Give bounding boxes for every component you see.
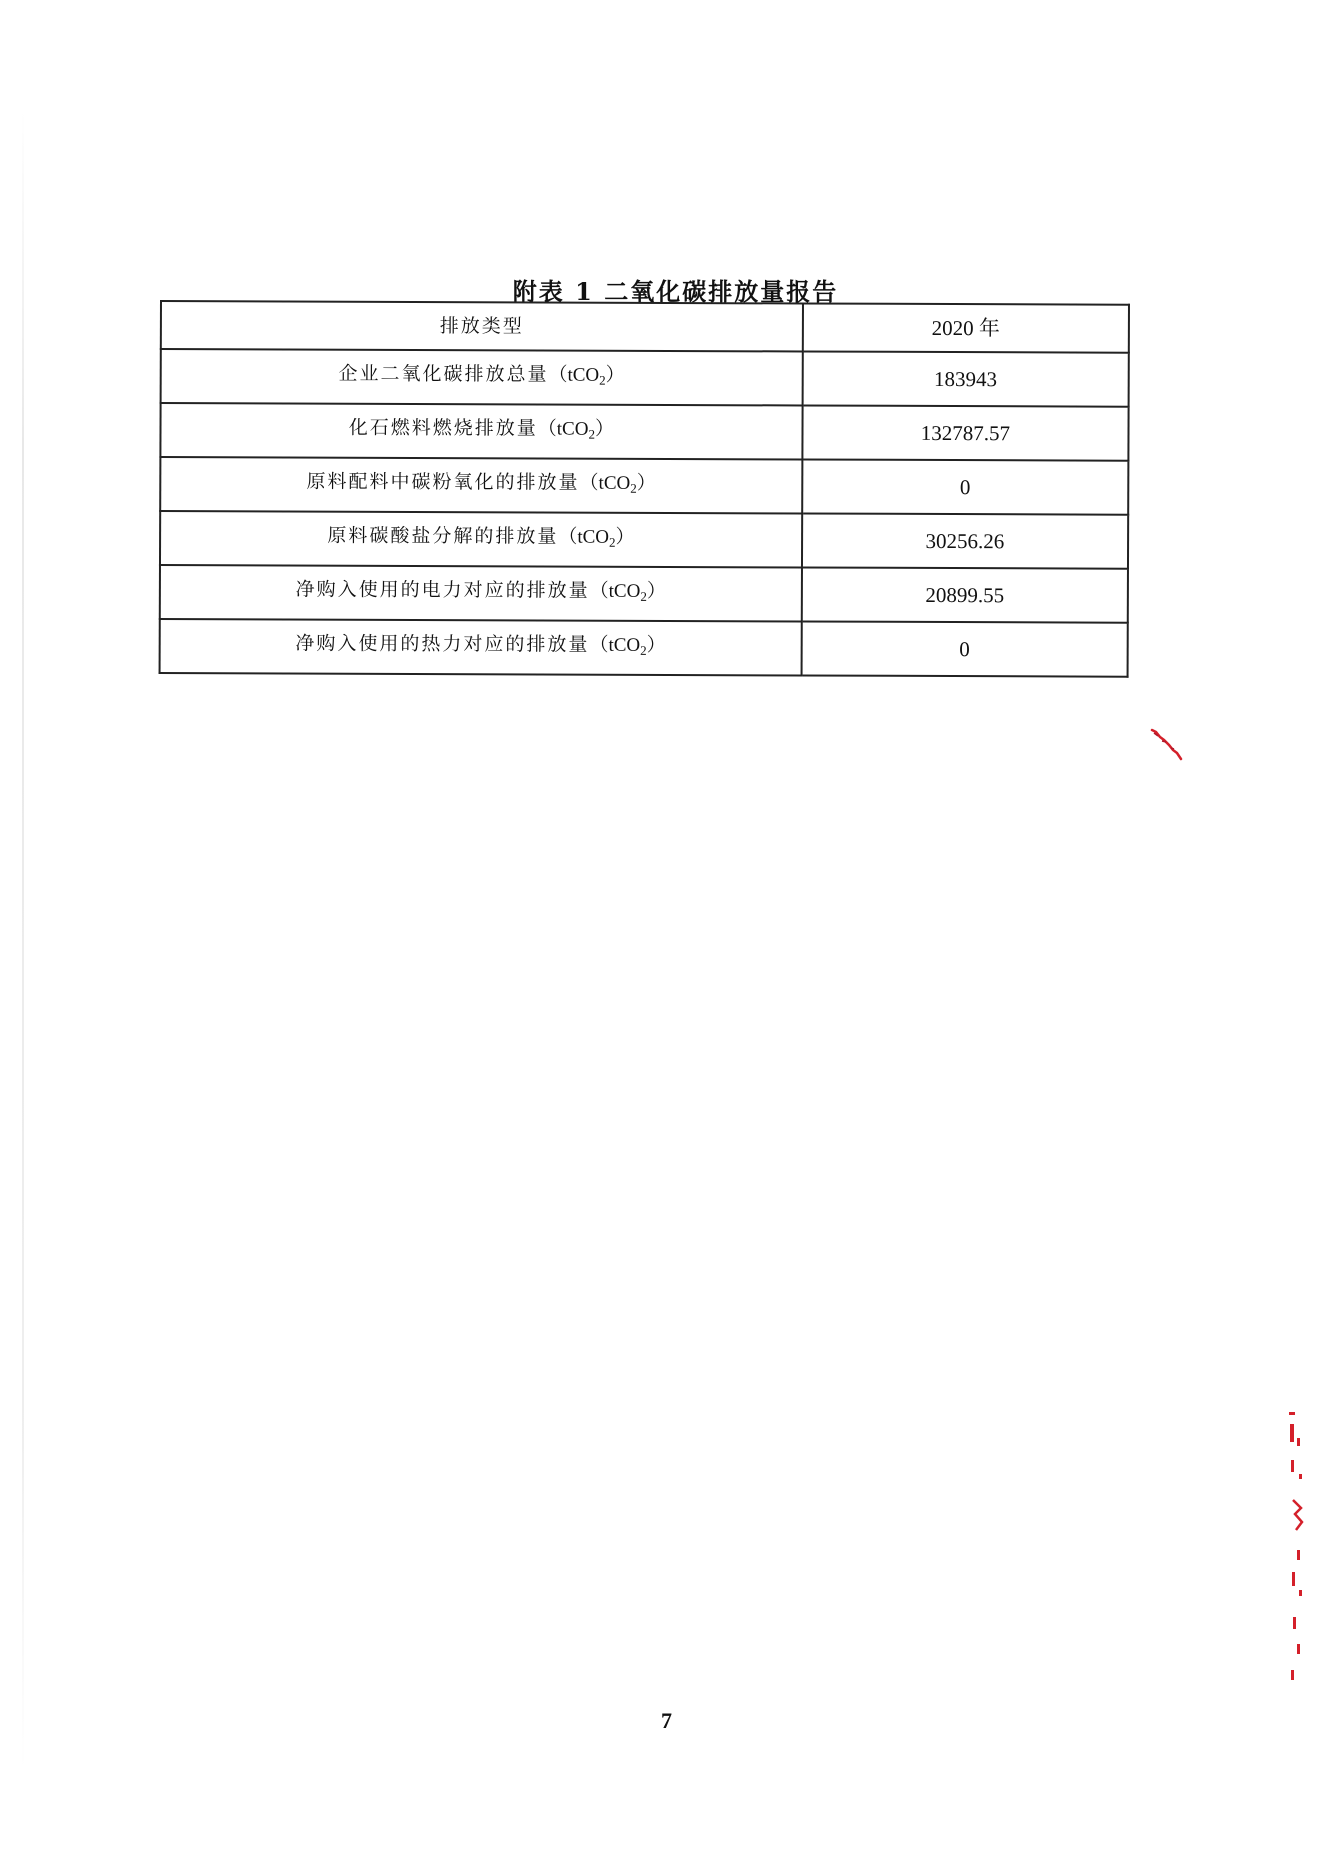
row-value: 20899.55: [802, 567, 1128, 622]
table-row: [160, 511, 1128, 569]
table-row: [160, 457, 1128, 515]
unit-label: （tCO$_2$）: [579, 472, 656, 496]
page-title: 附表 1 二氧化碳排放量报告: [512, 277, 839, 306]
row-value: 30256.26: [802, 513, 1128, 568]
row-label-text: 原料配料中碳粉氧化的排放量: [306, 470, 580, 494]
header-year: 2020 年: [803, 303, 1129, 352]
row-label-text: 净购入使用的电力对应的排放量: [295, 578, 590, 602]
row-label: [160, 457, 802, 513]
row-value: 0: [801, 621, 1127, 676]
table-row: [160, 619, 1128, 677]
row-label: [160, 403, 802, 459]
table-row: [161, 349, 1129, 407]
row-label-text: 化石燃料燃烧排放量: [348, 416, 538, 440]
unit-label: （tCO$_2$）: [537, 418, 615, 442]
row-label: [160, 511, 802, 567]
row-label: [160, 565, 802, 621]
table-row: [160, 565, 1128, 623]
row-label: [160, 619, 802, 675]
row-label-text: 企业二氧化碳排放总量: [338, 362, 549, 386]
unit-label: （tCO$_2$）: [558, 526, 635, 550]
row-value: 0: [802, 459, 1128, 514]
row-label-text: 净购入使用的热力对应的排放量: [295, 632, 590, 656]
row-value: 183943: [802, 351, 1128, 406]
emissions-report-table: [159, 300, 1130, 678]
unit-label: （tCO$_2$）: [548, 364, 625, 388]
unit-label: （tCO$_2$）: [589, 580, 666, 604]
row-value: 132787.57: [802, 405, 1128, 460]
red-seal-fragment-mark: [1150, 728, 1184, 762]
header-emission-type: 排放类型: [161, 301, 803, 351]
unit-label: （tCO$_2$）: [589, 634, 666, 658]
page-number: 7: [661, 1708, 672, 1733]
row-label-text: 原料碳酸盐分解的排放量: [327, 524, 559, 548]
row-label: [161, 349, 803, 405]
table-header-row: [161, 301, 1129, 353]
table-row: [160, 403, 1128, 461]
scan-edge-shadow: [22, 110, 24, 1770]
red-seal-edge-stripe: [1287, 1412, 1309, 1682]
